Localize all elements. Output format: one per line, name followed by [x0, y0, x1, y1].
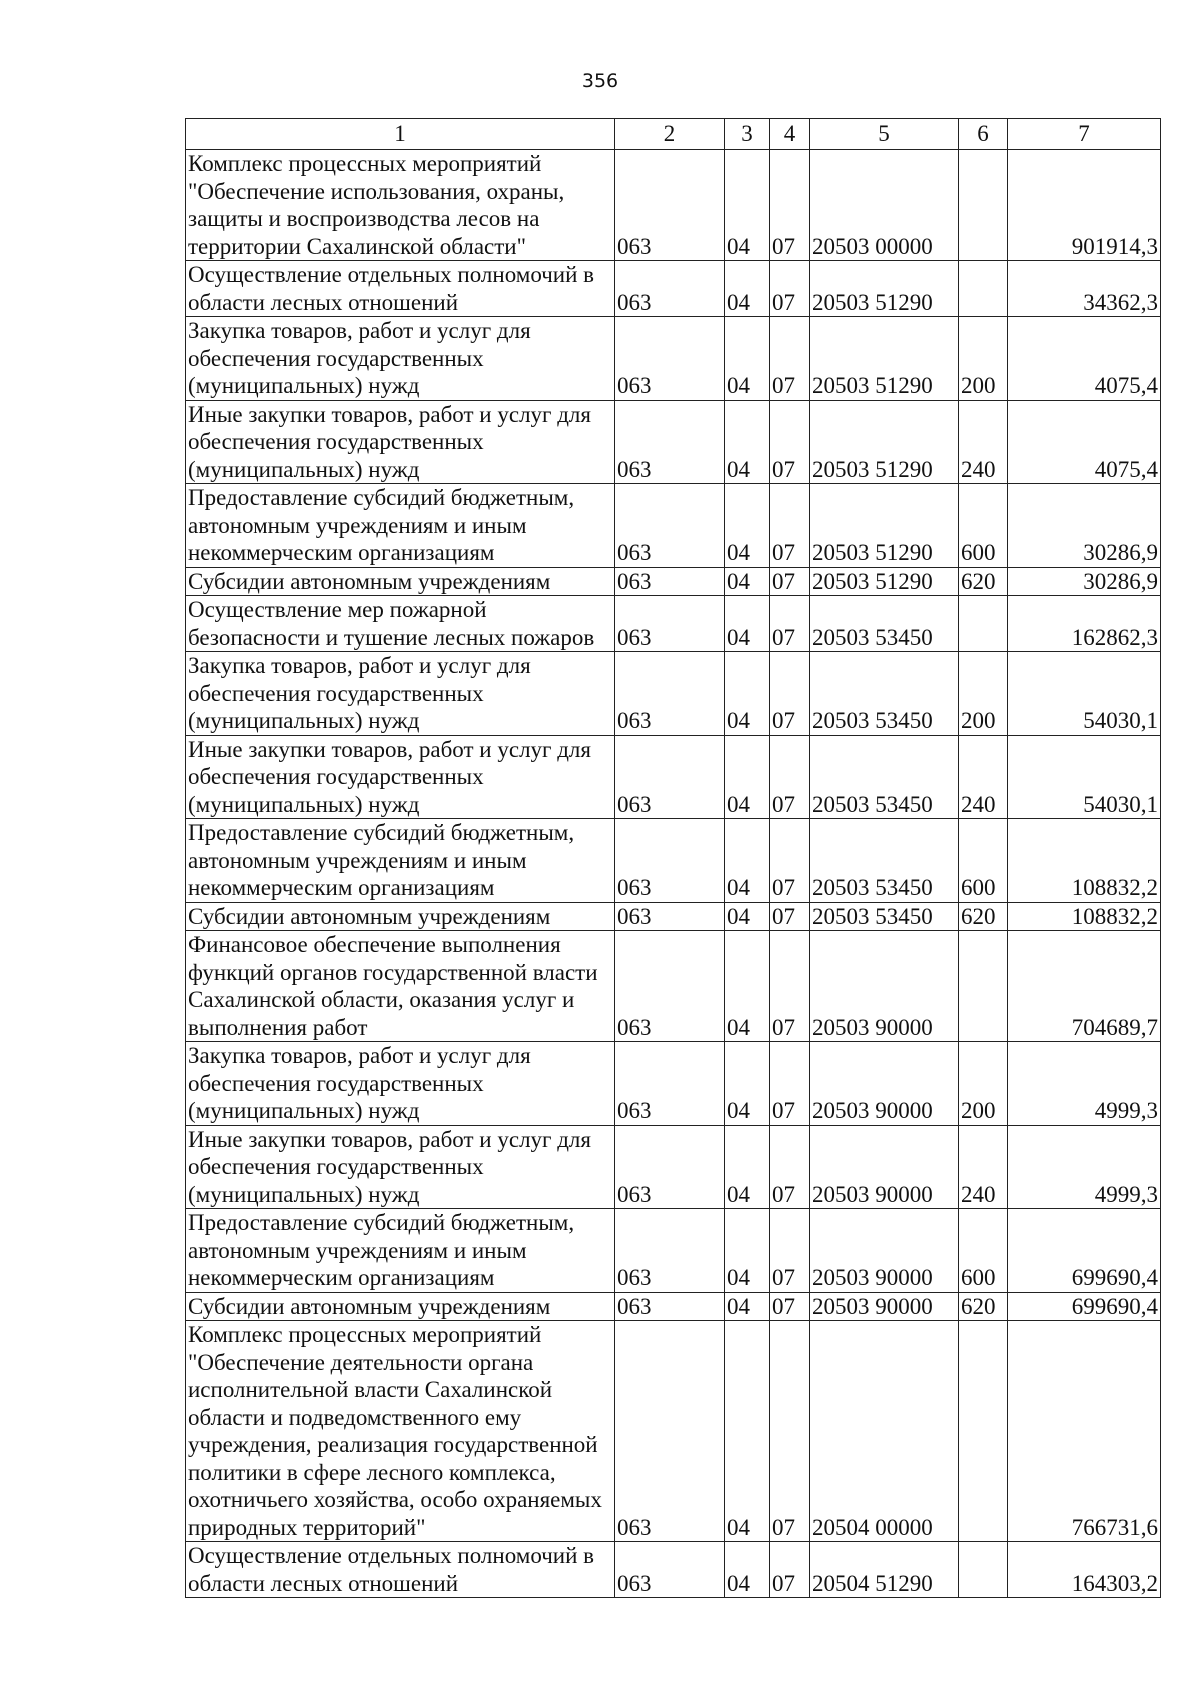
subsection-code-cell: 07	[770, 1542, 810, 1598]
amount-cell: 162862,3	[1008, 596, 1161, 652]
ministry-code-cell: 063	[615, 1209, 725, 1293]
page-number: 356	[581, 70, 619, 92]
table-row	[186, 931, 1161, 1042]
amount-cell: 54030,1	[1008, 652, 1161, 736]
header-cell: 3	[725, 119, 770, 150]
amount-cell: 4999,3	[1008, 1125, 1161, 1209]
ministry-code-cell: 063	[615, 1042, 725, 1126]
row-name-cell: Субсидии автономным учреждениям	[186, 567, 615, 596]
ministry-code-cell: 063	[615, 596, 725, 652]
ministry-code-cell: 063	[615, 261, 725, 317]
expense-type-cell: 620	[959, 902, 1008, 931]
header-cell: 5	[810, 119, 959, 150]
subsection-code-cell: 07	[770, 596, 810, 652]
amount-cell: 108832,2	[1008, 819, 1161, 903]
target-article-cell: 20503 53450	[810, 596, 959, 652]
row-name-cell: Комплекс процессных мероприятий "Обеспечение деятельности органа исполнительной власти Сахалинской области и подведомственного ему учреждения, реализация государственной политики в сфере лесного комплекса, охотничьего хозяйства, особо охраняемых природных территорий"	[186, 1321, 615, 1542]
section-code-cell: 04	[725, 1209, 770, 1293]
ministry-code-cell: 063	[615, 567, 725, 596]
subsection-code-cell: 07	[770, 484, 810, 568]
row-name-cell: Закупка товаров, работ и услуг для обеспечения государственных (муниципальных) нужд	[186, 652, 615, 736]
amount-cell: 699690,4	[1008, 1292, 1161, 1321]
subsection-code-cell: 07	[770, 931, 810, 1042]
ministry-code-cell: 063	[615, 652, 725, 736]
table-row	[186, 902, 1161, 931]
section-code-cell: 04	[725, 902, 770, 931]
ministry-code-cell: 063	[615, 735, 725, 819]
subsection-code-cell: 07	[770, 902, 810, 931]
table-row	[186, 484, 1161, 568]
row-name-cell: Комплекс процессных мероприятий "Обеспечение использования, охраны, защиты и воспроизводства лесов на территории Сахалинской области"	[186, 150, 615, 261]
row-name-cell: Закупка товаров, работ и услуг для обеспечения государственных (муниципальных) нужд	[186, 1042, 615, 1126]
subsection-code-cell: 07	[770, 1321, 810, 1542]
row-name-cell: Субсидии автономным учреждениям	[186, 902, 615, 931]
expense-type-cell: 200	[959, 317, 1008, 401]
header-cell: 2	[615, 119, 725, 150]
row-name-cell: Предоставление субсидий бюджетным, автономным учреждениям и иным некоммерческим организациям	[186, 484, 615, 568]
amount-cell: 4075,4	[1008, 317, 1161, 401]
target-article-cell: 20503 51290	[810, 317, 959, 401]
target-article-cell: 20503 90000	[810, 1042, 959, 1126]
header-cell: 6	[959, 119, 1008, 150]
section-code-cell: 04	[725, 150, 770, 261]
subsection-code-cell: 07	[770, 567, 810, 596]
amount-cell: 108832,2	[1008, 902, 1161, 931]
expense-type-cell: 620	[959, 1292, 1008, 1321]
table-row	[186, 1292, 1161, 1321]
header-cell: 1	[186, 119, 615, 150]
table-row	[186, 652, 1161, 736]
target-article-cell: 20503 00000	[810, 150, 959, 261]
table-row	[186, 735, 1161, 819]
target-article-cell: 20503 53450	[810, 902, 959, 931]
section-code-cell: 04	[725, 261, 770, 317]
subsection-code-cell: 07	[770, 261, 810, 317]
ministry-code-cell: 063	[615, 1321, 725, 1542]
row-name-cell: Осуществление отдельных полномочий в области лесных отношений	[186, 1542, 615, 1598]
expense-type-cell: 240	[959, 735, 1008, 819]
ministry-code-cell: 063	[615, 484, 725, 568]
amount-cell: 30286,9	[1008, 567, 1161, 596]
section-code-cell: 04	[725, 1542, 770, 1598]
section-code-cell: 04	[725, 735, 770, 819]
target-article-cell: 20503 90000	[810, 931, 959, 1042]
target-article-cell: 20503 90000	[810, 1209, 959, 1293]
subsection-code-cell: 07	[770, 1209, 810, 1293]
ministry-code-cell: 063	[615, 400, 725, 484]
section-code-cell: 04	[725, 596, 770, 652]
expense-type-cell: 240	[959, 400, 1008, 484]
table-row	[186, 317, 1161, 401]
ministry-code-cell: 063	[615, 1542, 725, 1598]
amount-cell: 34362,3	[1008, 261, 1161, 317]
amount-cell: 54030,1	[1008, 735, 1161, 819]
subsection-code-cell: 07	[770, 1125, 810, 1209]
row-name-cell: Осуществление мер пожарной безопасности и тушение лесных пожаров	[186, 596, 615, 652]
target-article-cell: 20504 51290	[810, 1542, 959, 1598]
subsection-code-cell: 07	[770, 1292, 810, 1321]
subsection-code-cell: 07	[770, 150, 810, 261]
subsection-code-cell: 07	[770, 819, 810, 903]
expense-type-cell	[959, 596, 1008, 652]
ministry-code-cell: 063	[615, 931, 725, 1042]
amount-cell: 4075,4	[1008, 400, 1161, 484]
row-name-cell: Финансовое обеспечение выполнения функций органов государственной власти Сахалинской области, оказания услуг и выполнения работ	[186, 931, 615, 1042]
row-name-cell: Иные закупки товаров, работ и услуг для обеспечения государственных (муниципальных) нужд	[186, 1125, 615, 1209]
row-name-cell: Субсидии автономным учреждениям	[186, 1292, 615, 1321]
target-article-cell: 20504 00000	[810, 1321, 959, 1542]
amount-cell: 704689,7	[1008, 931, 1161, 1042]
table-row	[186, 1042, 1161, 1126]
target-article-cell: 20503 90000	[810, 1125, 959, 1209]
subsection-code-cell: 07	[770, 735, 810, 819]
table-row	[186, 400, 1161, 484]
section-code-cell: 04	[725, 1125, 770, 1209]
table-row	[186, 567, 1161, 596]
ministry-code-cell: 063	[615, 317, 725, 401]
row-name-cell: Иные закупки товаров, работ и услуг для обеспечения государственных (муниципальных) нужд	[186, 735, 615, 819]
section-code-cell: 04	[725, 652, 770, 736]
section-code-cell: 04	[725, 400, 770, 484]
row-name-cell: Закупка товаров, работ и услуг для обеспечения государственных (муниципальных) нужд	[186, 317, 615, 401]
expense-type-cell	[959, 1321, 1008, 1542]
section-code-cell: 04	[725, 819, 770, 903]
header-cell: 4	[770, 119, 810, 150]
header-cell: 7	[1008, 119, 1161, 150]
table-row	[186, 1321, 1161, 1542]
row-name-cell: Предоставление субсидий бюджетным, автономным учреждениям и иным некоммерческим организациям	[186, 1209, 615, 1293]
expense-type-cell: 200	[959, 1042, 1008, 1126]
expense-type-cell	[959, 931, 1008, 1042]
table-body	[186, 150, 1161, 1598]
target-article-cell: 20503 53450	[810, 652, 959, 736]
ministry-code-cell: 063	[615, 819, 725, 903]
budget-table	[185, 118, 1161, 1598]
row-name-cell: Предоставление субсидий бюджетным, автономным учреждениям и иным некоммерческим организациям	[186, 819, 615, 903]
expense-type-cell: 200	[959, 652, 1008, 736]
target-article-cell: 20503 90000	[810, 1292, 959, 1321]
section-code-cell: 04	[725, 1042, 770, 1126]
subsection-code-cell: 07	[770, 317, 810, 401]
row-name-cell: Иные закупки товаров, работ и услуг для обеспечения государственных (муниципальных) нужд	[186, 400, 615, 484]
expense-type-cell: 600	[959, 484, 1008, 568]
table-row	[186, 596, 1161, 652]
ministry-code-cell: 063	[615, 150, 725, 261]
section-code-cell: 04	[725, 484, 770, 568]
subsection-code-cell: 07	[770, 1042, 810, 1126]
expense-type-cell	[959, 150, 1008, 261]
subsection-code-cell: 07	[770, 400, 810, 484]
target-article-cell: 20503 51290	[810, 400, 959, 484]
amount-cell: 30286,9	[1008, 484, 1161, 568]
target-article-cell: 20503 51290	[810, 261, 959, 317]
section-code-cell: 04	[725, 931, 770, 1042]
section-code-cell: 04	[725, 1292, 770, 1321]
row-name-cell: Осуществление отдельных полномочий в области лесных отношений	[186, 261, 615, 317]
target-article-cell: 20503 53450	[810, 735, 959, 819]
section-code-cell: 04	[725, 1321, 770, 1542]
expense-type-cell	[959, 261, 1008, 317]
amount-cell: 901914,3	[1008, 150, 1161, 261]
amount-cell: 766731,6	[1008, 1321, 1161, 1542]
expense-type-cell: 600	[959, 819, 1008, 903]
target-article-cell: 20503 51290	[810, 567, 959, 596]
table-row	[186, 819, 1161, 903]
section-code-cell: 04	[725, 567, 770, 596]
table-row	[186, 1209, 1161, 1293]
table-row	[186, 1125, 1161, 1209]
subsection-code-cell: 07	[770, 652, 810, 736]
ministry-code-cell: 063	[615, 1292, 725, 1321]
table-row	[186, 1542, 1161, 1598]
expense-type-cell: 620	[959, 567, 1008, 596]
table-row	[186, 150, 1161, 261]
table-header-row	[186, 119, 1161, 150]
target-article-cell: 20503 53450	[810, 819, 959, 903]
amount-cell: 164303,2	[1008, 1542, 1161, 1598]
amount-cell: 699690,4	[1008, 1209, 1161, 1293]
expense-type-cell: 600	[959, 1209, 1008, 1293]
ministry-code-cell: 063	[615, 902, 725, 931]
expense-type-cell: 240	[959, 1125, 1008, 1209]
section-code-cell: 04	[725, 317, 770, 401]
target-article-cell: 20503 51290	[810, 484, 959, 568]
amount-cell: 4999,3	[1008, 1042, 1161, 1126]
expense-type-cell	[959, 1542, 1008, 1598]
table-row	[186, 261, 1161, 317]
ministry-code-cell: 063	[615, 1125, 725, 1209]
